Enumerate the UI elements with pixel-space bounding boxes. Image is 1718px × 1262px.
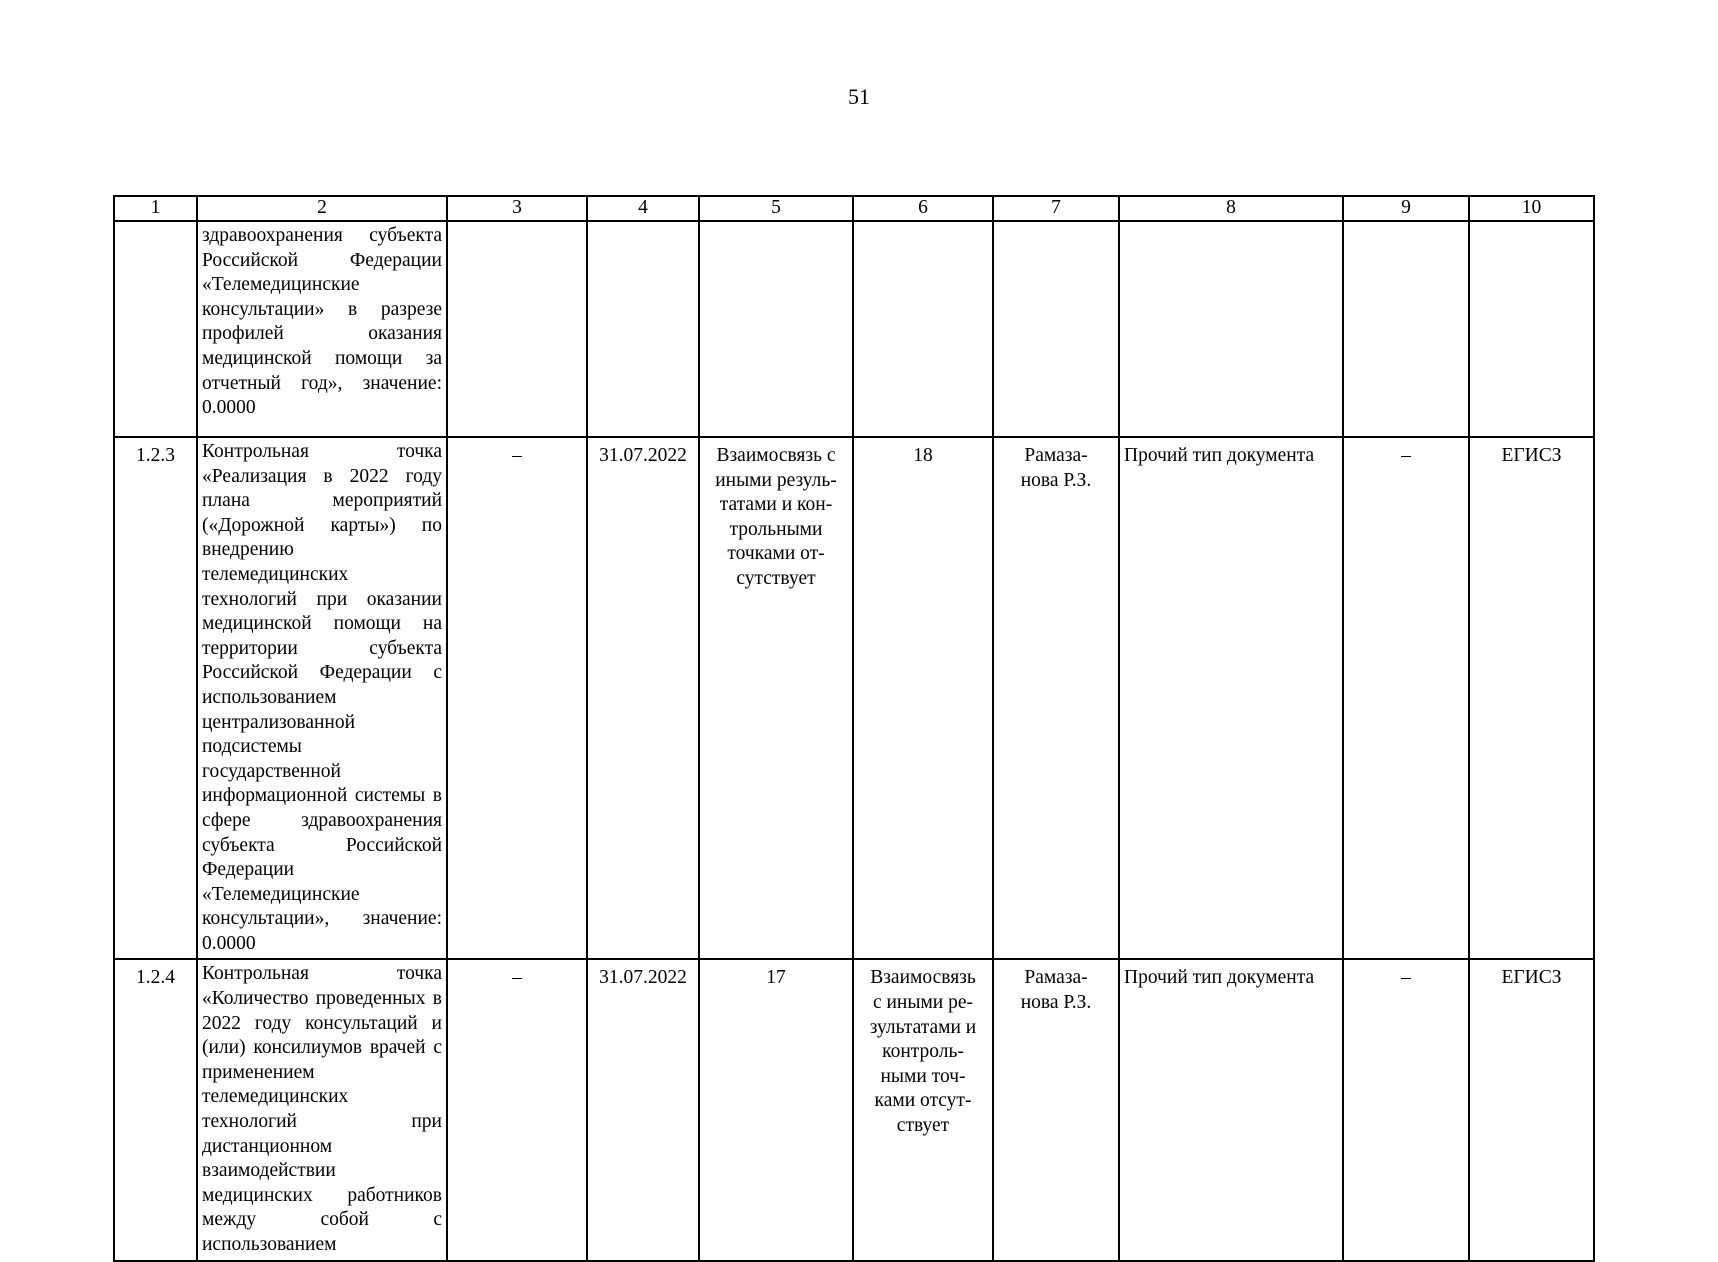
column-5-cell: 17: [699, 959, 853, 1260]
column-5-cell: [699, 221, 853, 437]
column-6-cell: [853, 221, 993, 437]
header-cell-7: 7: [993, 196, 1119, 221]
column-9-cell: –: [1343, 437, 1469, 959]
header-cell-9: 9: [1343, 196, 1469, 221]
responsible-person: Рамаза- нова Р.З.: [993, 959, 1119, 1260]
document-type: Прочий тип документа: [1119, 959, 1343, 1260]
header-cell-10: 10: [1469, 196, 1594, 221]
row-number: [114, 221, 197, 437]
indicator-description: здравоохранения субъекта Российской Федерации «Телемедицинские консультации» в разрезе профилей оказания медицинской помощи за отчетный год», значение: 0.0000: [197, 221, 447, 437]
indicator-description: Контрольная точка «Количество проведенных в 2022 году консультаций и (или) консилиумов врачей с применением телемедицинских технологий при дистанционном взаимодействии медицинских работников между собой с использованием: [197, 959, 447, 1260]
column-9-cell: [1343, 221, 1469, 437]
base-value: [447, 221, 587, 437]
header-row: [114, 196, 1594, 221]
column-5-cell: Взаимосвязь с иными резуль- татами и кон- трольными точками от- сутствует: [699, 437, 853, 959]
base-value: –: [447, 959, 587, 1260]
table-row: [114, 959, 1594, 1260]
info-system: ЕГИСЗ: [1469, 959, 1594, 1260]
header-cell-4: 4: [587, 196, 699, 221]
due-date: 31.07.2022: [587, 437, 699, 959]
document-type: [1119, 221, 1343, 437]
row-number: 1.2.4: [114, 959, 197, 1260]
header-cell-1: 1: [114, 196, 197, 221]
base-value: –: [447, 437, 587, 959]
column-9-cell: –: [1343, 959, 1469, 1260]
page-number: 51: [848, 84, 870, 109]
header-cell-8: 8: [1119, 196, 1343, 221]
indicator-description: Контрольная точка «Реализация в 2022 году плана мероприятий («Дорожной карты») по внедрению телемедицинских технологий при оказании медицинской помощи на территории субъекта Российской Федерации с использованием централизованной подсистемы государственной информационной системы в сфере здравоохранения субъекта Российской Федерации «Телемедицинские консультации», значение: 0.0000: [197, 437, 447, 959]
header-cell-6: 6: [853, 196, 993, 221]
due-date: [587, 221, 699, 437]
table-row: [114, 437, 1594, 959]
info-system: [1469, 221, 1594, 437]
column-6-cell: 18: [853, 437, 993, 959]
header-cell-5: 5: [699, 196, 853, 221]
table-row: [114, 221, 1594, 437]
row-number: 1.2.3: [114, 437, 197, 959]
info-system: ЕГИСЗ: [1469, 437, 1594, 959]
responsible-person: [993, 221, 1119, 437]
document-type: Прочий тип документа: [1119, 437, 1343, 959]
header-cell-2: 2: [197, 196, 447, 221]
responsible-person: Рамаза- нова Р.З.: [993, 437, 1119, 959]
header-cell-3: 3: [447, 196, 587, 221]
column-6-cell: Взаимосвязь с иными ре- зультатами и контроль- ными точ- ками отсут- ствует: [853, 959, 993, 1260]
due-date: 31.07.2022: [587, 959, 699, 1260]
plan-table: [113, 195, 1595, 1262]
